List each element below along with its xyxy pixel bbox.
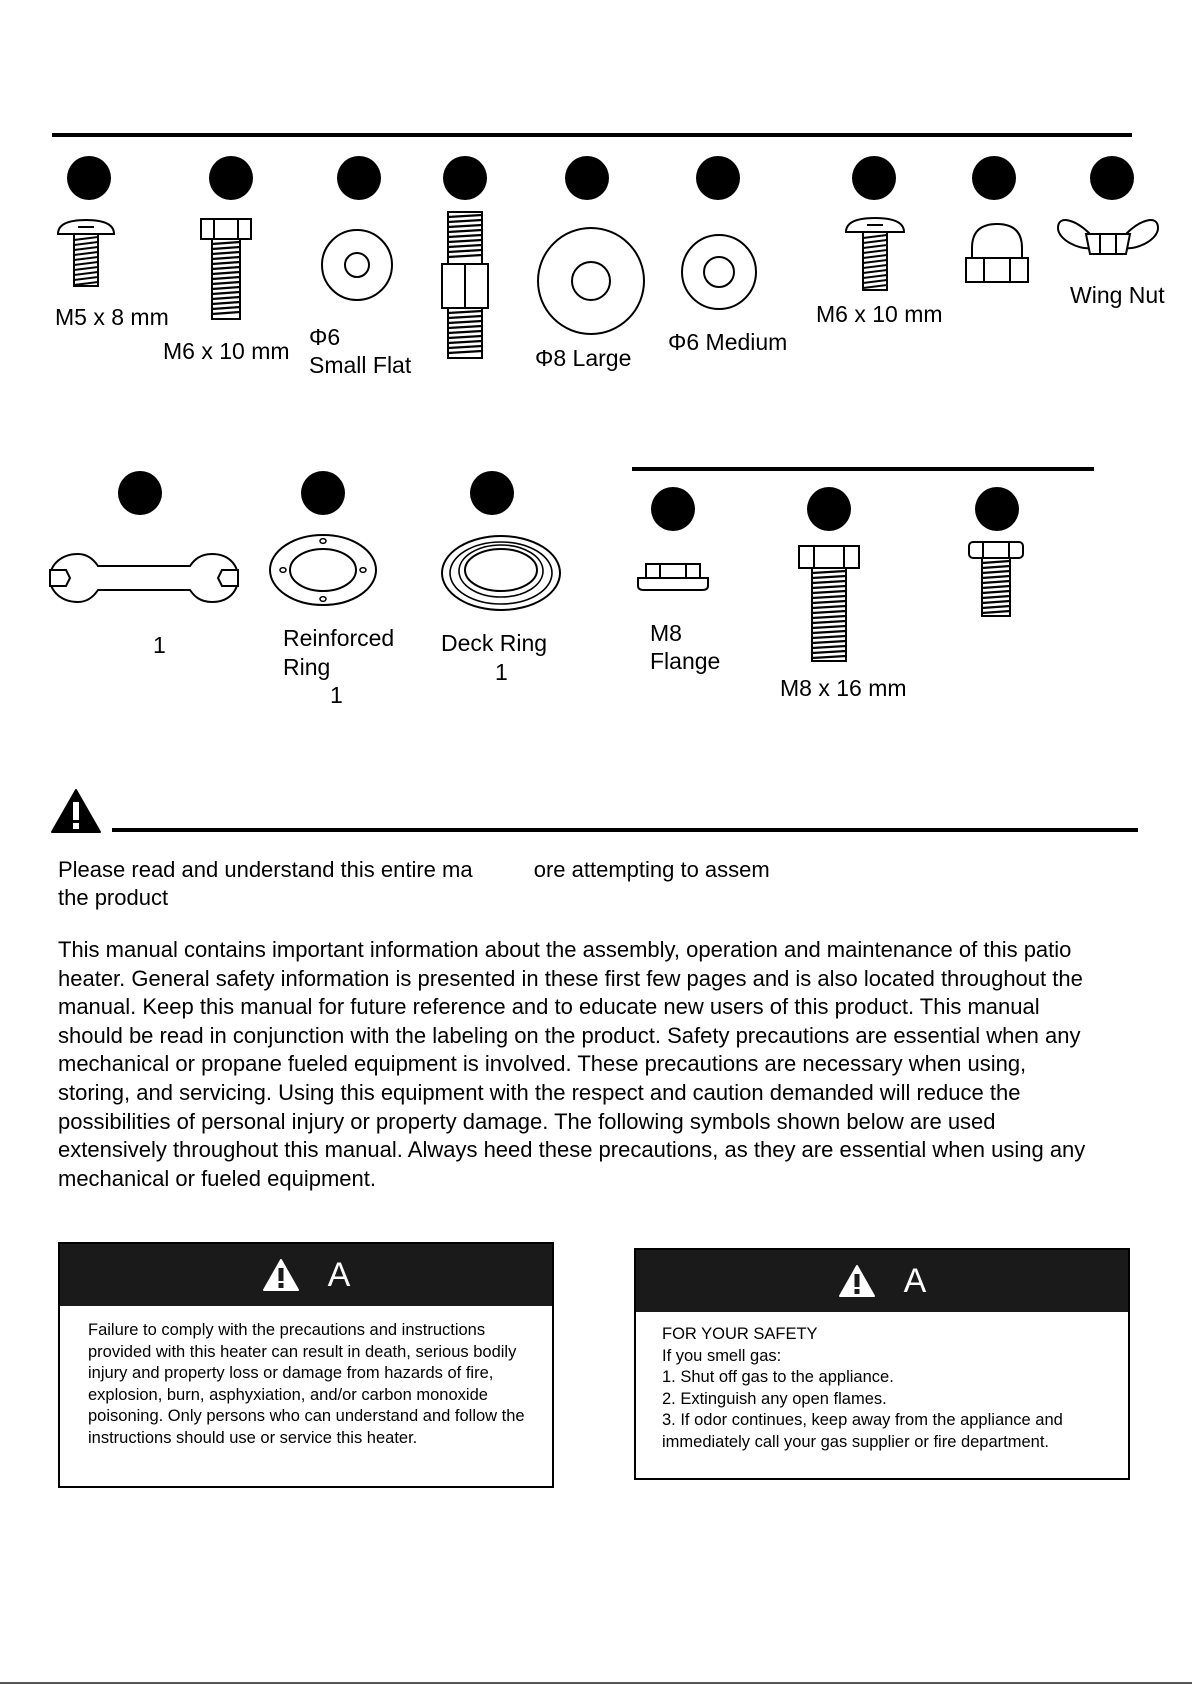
warning-heading: A (327, 1255, 351, 1294)
part-marker-9 (1090, 156, 1134, 200)
part-marker-3 (337, 156, 381, 200)
part-marker-10 (118, 471, 162, 515)
part-marker-4 (443, 156, 487, 200)
label-small-flat: Small Flat (309, 352, 412, 378)
safety-step: 2. Extinguish any open flames. (662, 1389, 887, 1408)
pan-head-screw-icon (844, 216, 906, 294)
part-marker-5 (565, 156, 609, 200)
label-phi6-medium: Φ6 Medium (668, 329, 788, 355)
label-m6x10-pan: M6 x 10 mm (816, 301, 943, 327)
qty-deck-ring: 1 (495, 659, 508, 685)
reinforced-ring-icon (268, 533, 378, 607)
part-marker-12 (470, 471, 514, 515)
label-reinforced: Reinforced (283, 625, 395, 651)
label-deck-ring: Deck Ring (441, 630, 548, 656)
page-bottom-rule (0, 1682, 1192, 1684)
threaded-stud-icon (440, 210, 490, 360)
wrench-icon (48, 550, 240, 606)
hardware-rule (632, 467, 1094, 471)
label-phi6: Φ6 (309, 324, 341, 350)
warning-triangle-icon (838, 1264, 876, 1298)
label-phi8-large: Φ8 Large (535, 345, 632, 371)
pan-head-screw-icon (56, 218, 116, 290)
warning-rule (112, 828, 1138, 832)
label-m8: M8 (650, 620, 682, 646)
warning-right-body (636, 1312, 1128, 1453)
safety-step: 3. If odor continues, keep away from the appliance and immediately call your gas supplier or fire department. (662, 1411, 1063, 1451)
intro-line-1: Please read and understand this entire ma ore attempting to assem (58, 857, 770, 882)
hex-bolt-icon (968, 541, 1024, 619)
warning-triangle-icon (262, 1258, 300, 1292)
part-marker-14 (807, 487, 851, 531)
acorn-nut-icon (964, 222, 1030, 284)
qty-reinforced-ring: 1 (330, 682, 343, 708)
safety-title: FOR YOUR SAFETY (662, 1325, 818, 1343)
warning-left-body: Failure to comply with the precautions and instructions provided with this heater can result in death, serious bodily injury and property loss or damage from hazards of fire, explosion, burn, asphyxiation, and/or carbon monoxide poisoning. Only persons who can understand and follow the instructions should use or service this heater. (88, 1321, 525, 1447)
manual-paragraph: This manual contains important information about the assembly, operation and maintenance of this patio heater. General safety information is presented in these first few pages and is also located throughout the manual. Keep this manual for future reference and to educate new users of this product. This manual should be read in conjunction with the labeling on the product. Safety precautions are essential when any mechanical or propane fueled equipment is involved. These precautions are necessary when using, storing, and servicing. Using this equipment with the respect and caution demanded will reduce the possibilities of personal injury or property damage. The following symbols shown below are used extensively throughout this manual. Always heed these precautions, as they are essential when using any mechanical or fueled equipment. (58, 937, 1086, 1191)
intro-line-2: the product (58, 885, 169, 910)
qty-wrench: 1 (153, 632, 166, 658)
small-washer-icon (320, 228, 394, 302)
warning-heading: A (903, 1261, 927, 1300)
deck-ring-icon (440, 534, 562, 612)
warning-box-left (58, 1242, 554, 1488)
warning-header (60, 1244, 552, 1306)
part-marker-6 (696, 156, 740, 200)
label-m8x16: M8 x 16 mm (780, 675, 907, 701)
part-marker-11 (301, 471, 345, 515)
hex-bolt-icon (798, 545, 860, 663)
warning-box-right (634, 1248, 1130, 1480)
label-m6x10-hex: M6 x 10 mm (163, 338, 290, 364)
part-marker-1 (67, 156, 111, 200)
wing-nut-icon (1056, 214, 1160, 266)
warning-header (636, 1250, 1128, 1312)
part-marker-13 (651, 487, 695, 531)
part-marker-15 (975, 487, 1019, 531)
hex-bolt-icon (200, 218, 252, 322)
warning-triangle-icon (50, 788, 102, 834)
label-wing-nut: Wing Nut (1070, 282, 1165, 308)
large-washer-icon (536, 226, 646, 336)
part-marker-2 (209, 156, 253, 200)
label-ring: Ring (283, 654, 331, 680)
top-rule (52, 133, 1132, 137)
label-flange: Flange (650, 648, 721, 674)
medium-washer-icon (680, 233, 758, 311)
safety-line: If you smell gas: (662, 1346, 782, 1365)
safety-step: 1. Shut off gas to the appliance. (662, 1368, 894, 1386)
flange-nut-icon (636, 562, 710, 592)
label-m5x8: M5 x 8 mm (55, 304, 169, 330)
part-marker-8 (972, 156, 1016, 200)
part-marker-7 (852, 156, 896, 200)
